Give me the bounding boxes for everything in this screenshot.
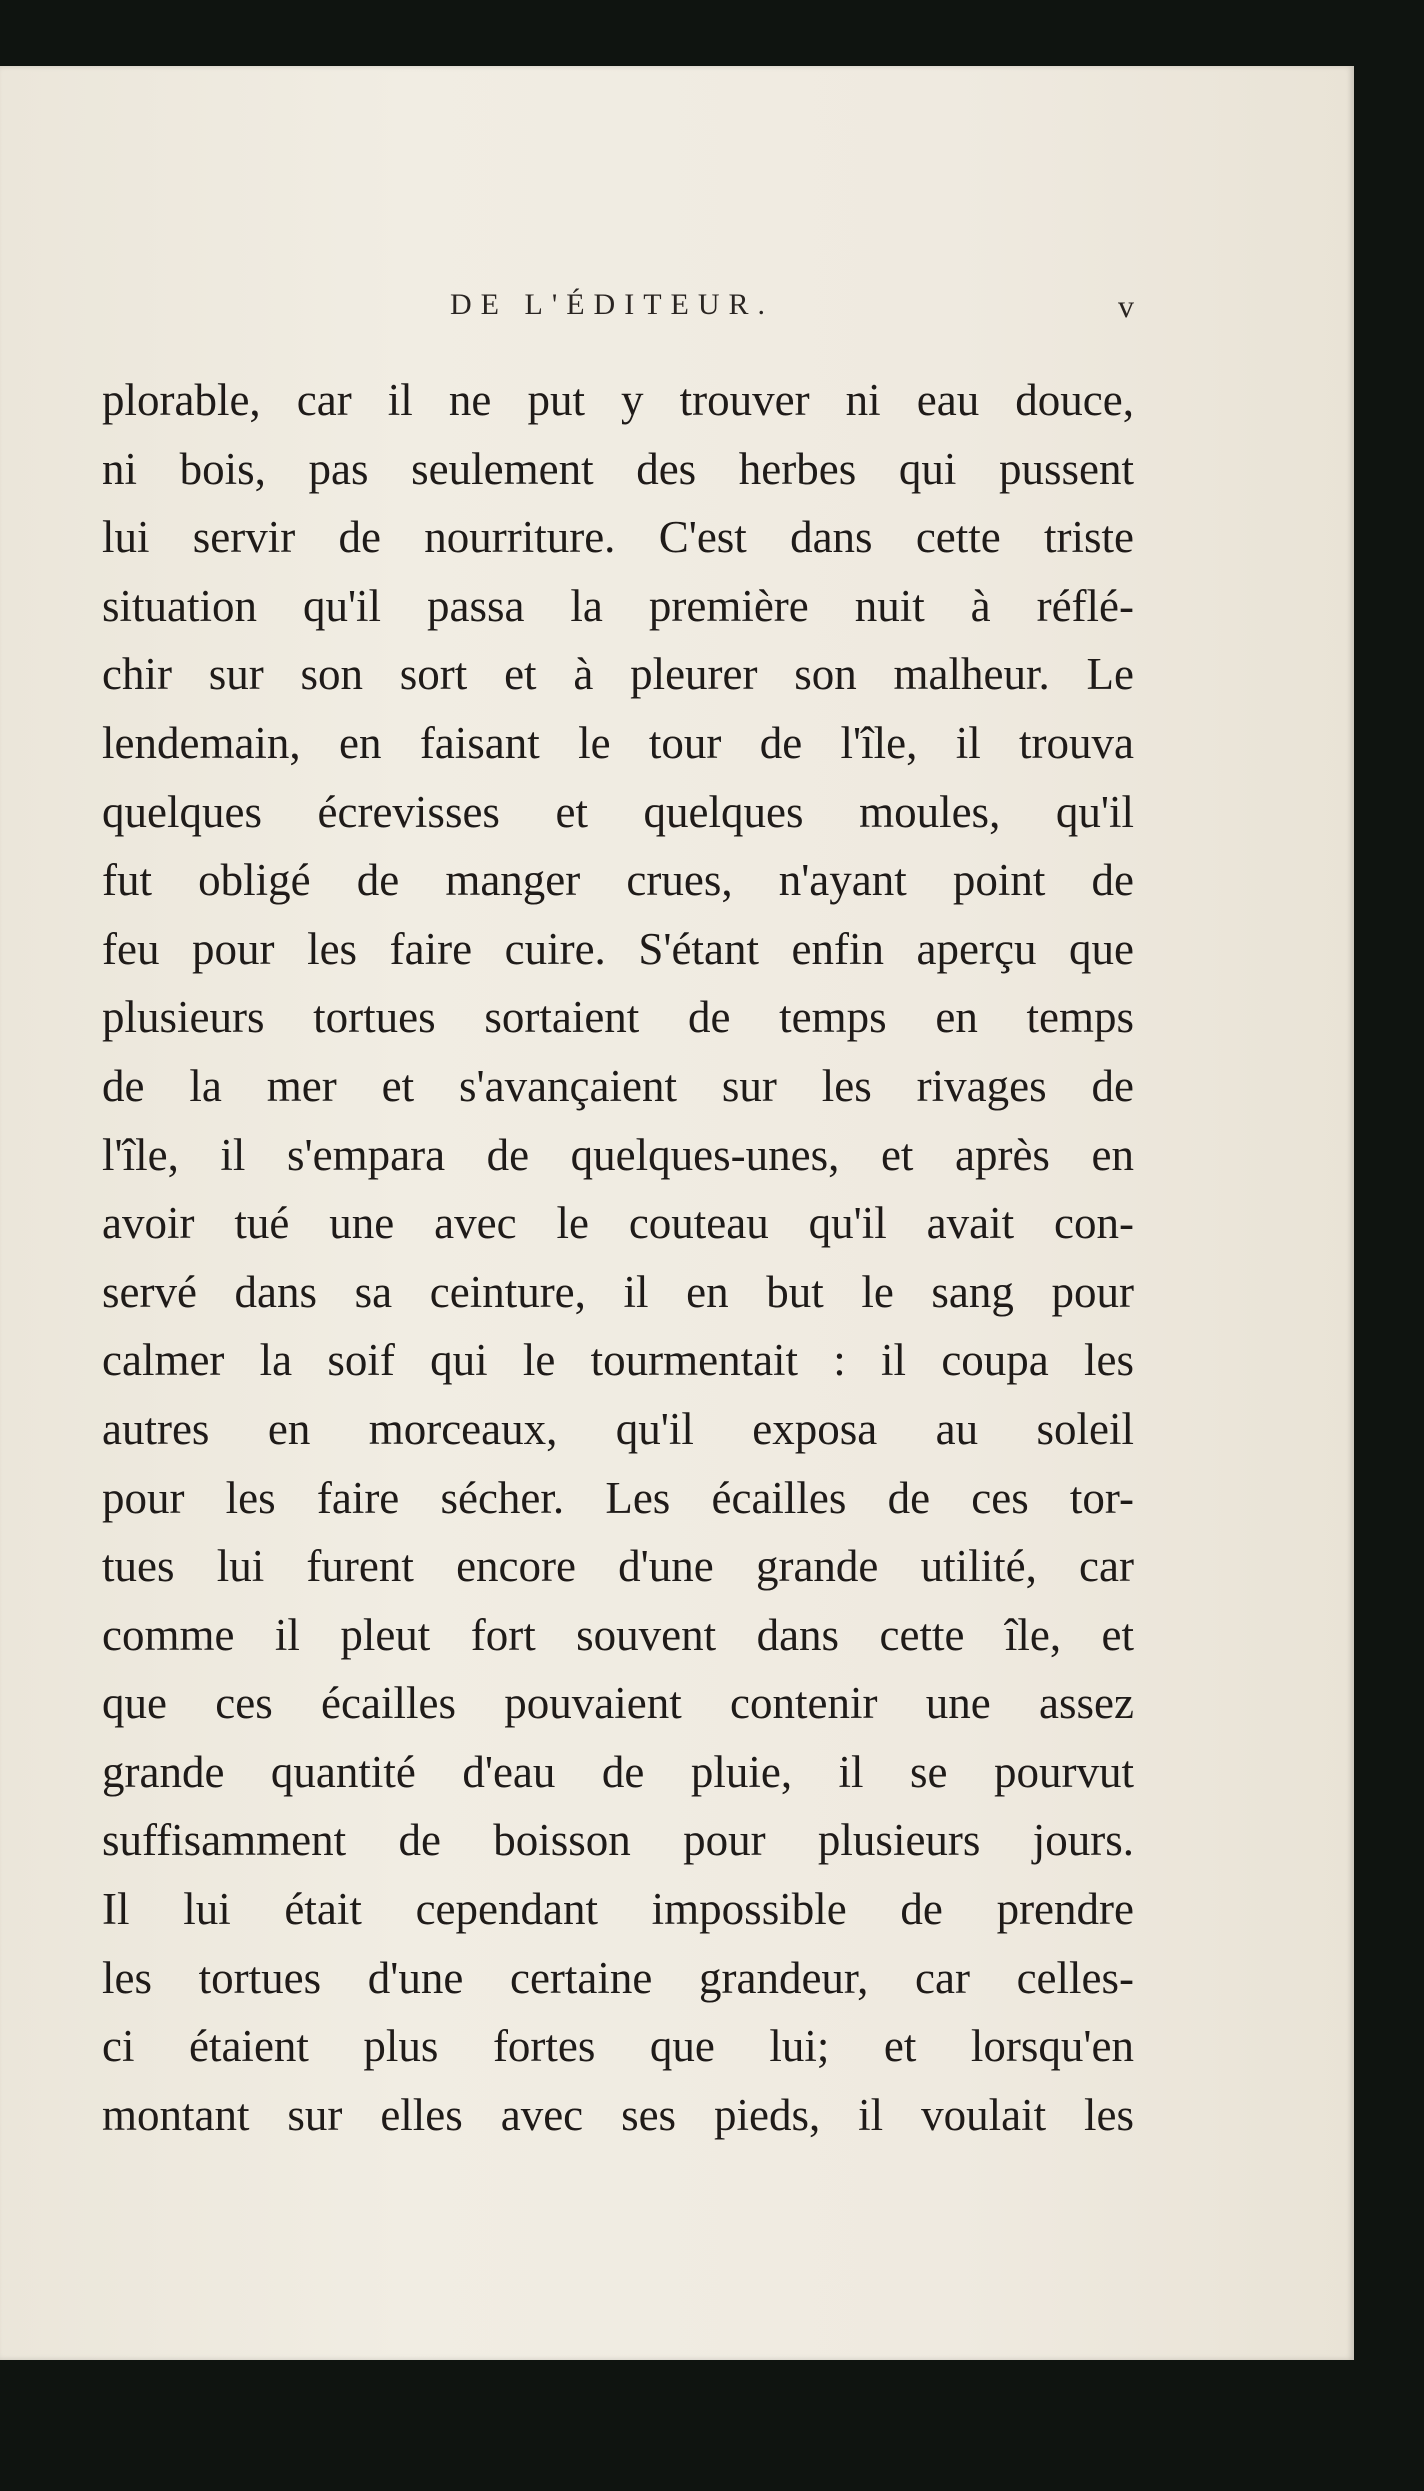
text-line: suffisamment de boisson pour plusieurs jours. — [102, 1815, 1134, 1866]
text-line: servé dans sa ceinture, il en but le sang pour — [102, 1266, 1134, 1317]
text-line: montant sur elles avec ses pieds, il voulait les — [102, 2089, 1134, 2140]
text-line: autres en morceaux, qu'il exposa au soleil — [102, 1403, 1134, 1454]
text-line: de la mer et s'avançaient sur les rivages de — [102, 1060, 1134, 1111]
text-line: situation qu'il passa la première nuit à réflé- — [102, 580, 1134, 631]
text-line: ci étaient plus fortes que lui; et lorsqu'en — [102, 2021, 1134, 2072]
text-line: plorable, car il ne put y trouver ni eau douce, — [102, 375, 1134, 425]
text-line: Il lui était cependant impossible de prendre — [102, 1884, 1134, 1935]
text-line: les tortues d'une certaine grandeur, car celles- — [102, 1952, 1134, 2003]
text-line: lui servir de nourriture. C'est dans cette triste — [102, 512, 1134, 563]
book-page — [0, 66, 1354, 2360]
text-line: chir sur son sort et à pleurer son malheur. Le — [102, 649, 1134, 700]
page-number: v — [1118, 288, 1134, 324]
text-line: que ces écailles pouvaient contenir une assez — [102, 1678, 1134, 1729]
text-line: ni bois, pas seulement des herbes qui pussent — [102, 443, 1134, 494]
text-line: tues lui furent encore d'une grande utilité, car — [102, 1541, 1134, 1592]
text-line: plusieurs tortues sortaient de temps en temps — [102, 992, 1134, 1043]
text-line: comme il pleut fort souvent dans cette île, et — [102, 1609, 1134, 1660]
text-line: quelques écrevisses et quelques moules, qu'il — [102, 786, 1134, 837]
text-line: l'île, il s'empara de quelques-unes, et après en — [102, 1129, 1134, 1180]
text-line: lendemain, en faisant le tour de l'île, il trouva — [102, 717, 1134, 768]
text-line: calmer la soif qui le tourmentait : il coupa les — [102, 1335, 1134, 1386]
text-line: feu pour les faire cuire. S'étant enfin aperçu que — [102, 923, 1134, 974]
text-line: fut obligé de manger crues, n'ayant point de — [102, 855, 1134, 906]
running-head: DE L'ÉDITEUR. — [450, 288, 775, 321]
text-line: avoir tué une avec le couteau qu'il avait con- — [102, 1198, 1134, 1249]
body-text — [102, 366, 1134, 2149]
text-line: pour les faire sécher. Les écailles de ces tor- — [102, 1472, 1134, 1523]
text-line: grande quantité d'eau de pluie, il se pourvut — [102, 1746, 1134, 1797]
